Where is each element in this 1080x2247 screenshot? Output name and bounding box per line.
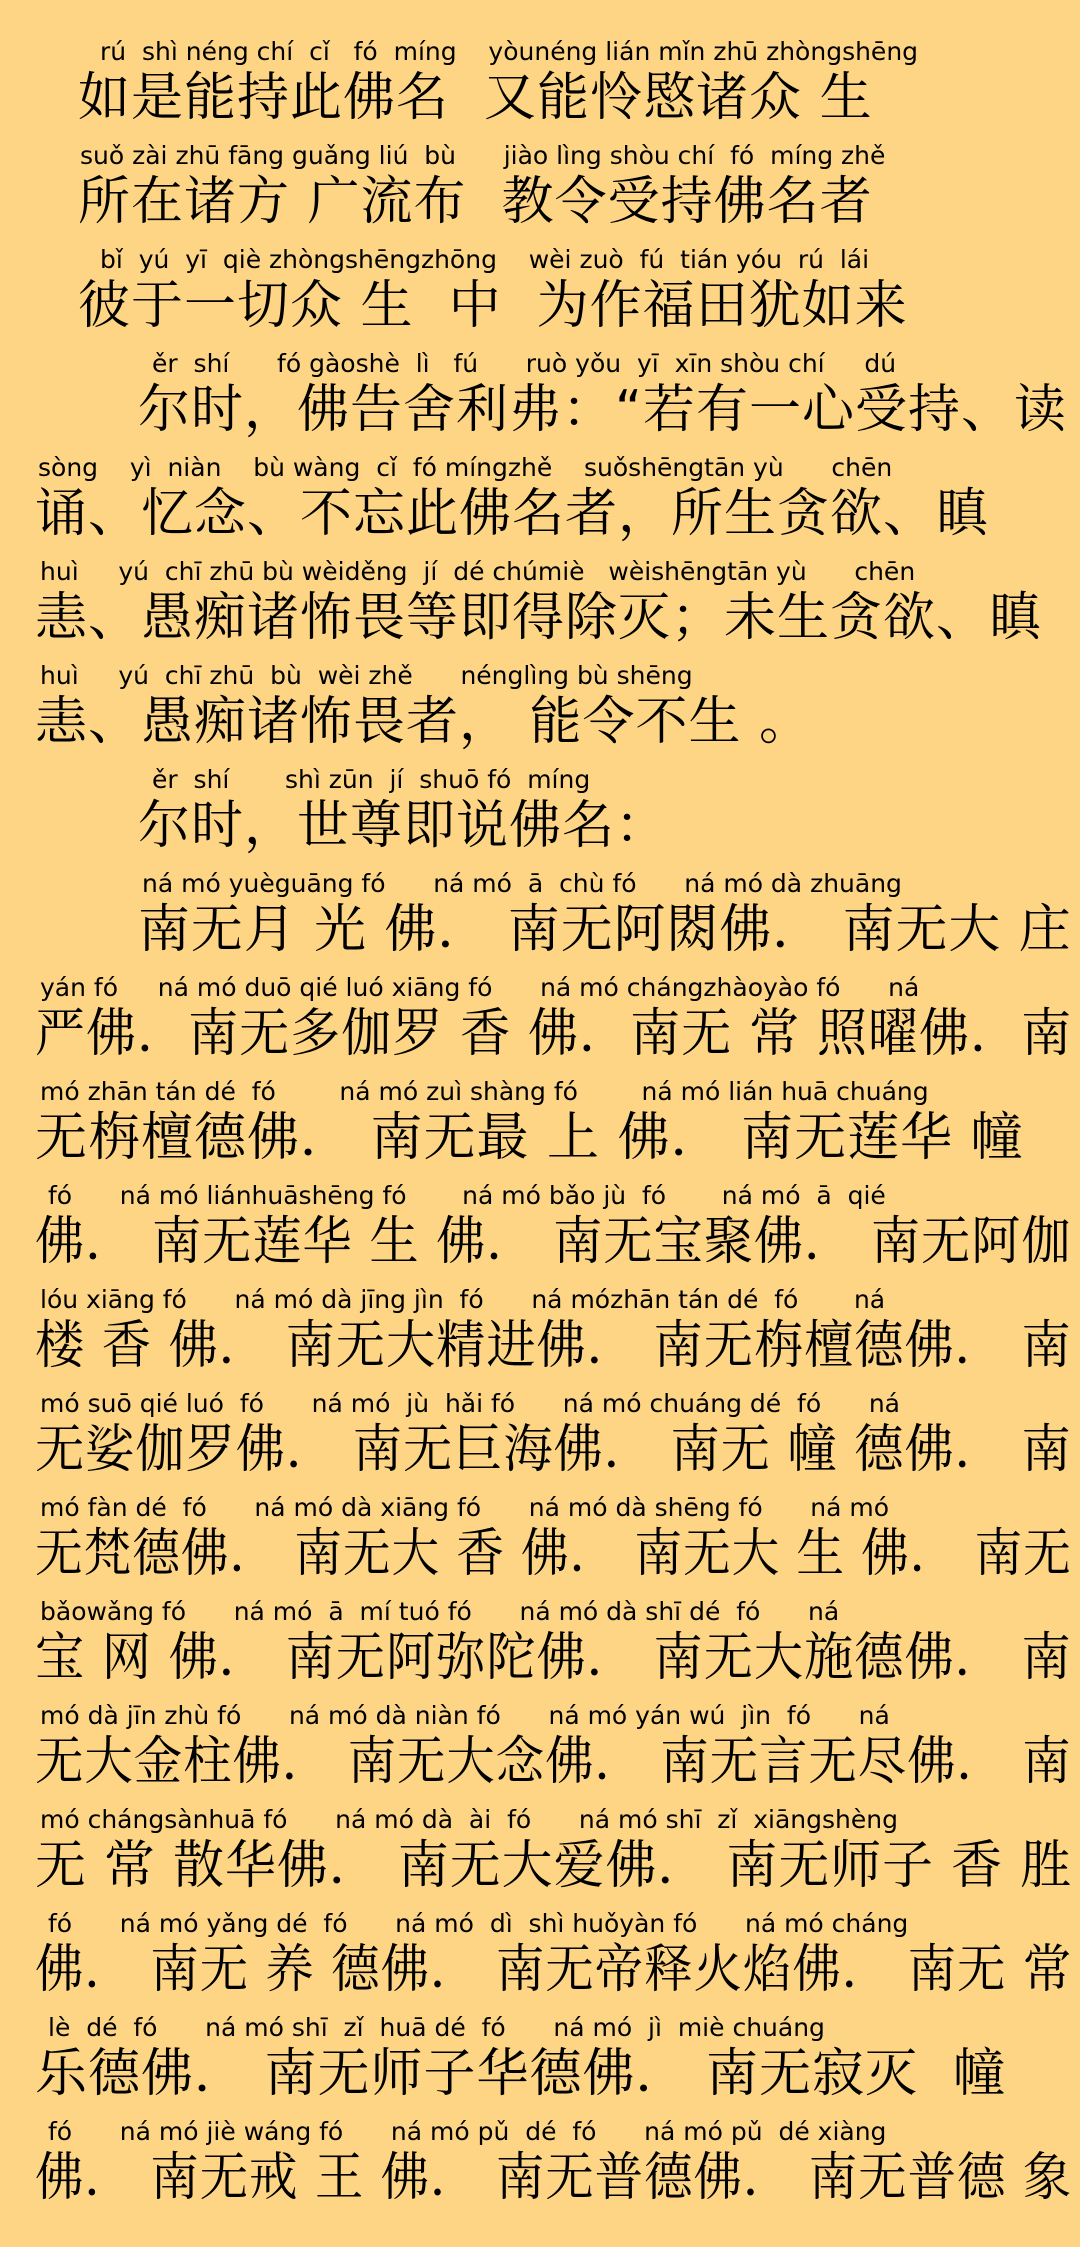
pinyin-line: bǐ yú yī qiè zhòngshēngzhōng wèi zuò fú tián yóu rú lái (100, 245, 870, 274)
text-line (0, 139, 1080, 243)
hanzi-line: 无栴檀德佛． 南无最 上 佛． 南无莲华 幢 (35, 1108, 1024, 1168)
text-line (0, 1803, 1080, 1907)
pinyin-line: ná mó yuèguāng fó ná mó ā chù fó ná mó dà zhuāng (142, 869, 902, 898)
pinyin-line: bǎowǎng fó ná mó ā mí tuó fó ná mó dà shī dé fó ná (40, 1597, 840, 1626)
hanzi-line: 南无月 光 佛． 南无阿閦佛． 南无大 庄 (138, 900, 1072, 960)
hanzi-line: 如是能持此佛名 又能怜愍诸众 生 (78, 68, 873, 128)
text-line (0, 659, 1080, 763)
hanzi-line: 佛． 南无莲华 生 佛． 南无宝聚佛． 南无阿伽 (35, 1212, 1072, 1272)
text-line (0, 763, 1080, 867)
text-line (0, 1075, 1080, 1179)
pinyin-line: lóu xiāng fó ná mó dà jīng jìn fó ná mózhān tán dé fó ná (40, 1285, 886, 1314)
text-line (0, 1595, 1080, 1699)
hanzi-line: 严佛．南无多伽罗 香 佛．南无 常 照曜佛．南 (35, 1004, 1073, 1064)
pinyin-line: mó chángsànhuā fó ná mó dà ài fó ná mó shī zǐ xiāngshèng (40, 1805, 898, 1834)
hanzi-line: 无大金柱佛． 南无大念佛． 南无言无尽佛． 南 (35, 1732, 1072, 1792)
hanzi-line: 所在诸方 广流布 教令受持佛名者 (78, 172, 873, 232)
hanzi-line: 宝 网 佛． 南无阿弥陀佛． 南无大施德佛． 南 (35, 1628, 1072, 1688)
text-line (0, 347, 1080, 451)
hanzi-line: 乐德佛． 南无师子华德佛． 南无寂灭 幢 (35, 2044, 1007, 2104)
hanzi-line: 无娑伽罗佛． 南无巨海佛． 南无 幢 德佛． 南 (35, 1420, 1072, 1480)
pinyin-line: lè dé fó ná mó shī zǐ huā dé fó ná mó jì miè chuáng (48, 2013, 825, 2042)
text-line (0, 971, 1080, 1075)
pinyin-line: fó ná mó liánhuāshēng fó ná mó bǎo jù fó ná mó ā qié (48, 1181, 886, 1210)
text-line (0, 2011, 1080, 2115)
pinyin-line: mó fàn dé fó ná mó dà xiāng fó ná mó dà shēng fó ná mó (40, 1493, 890, 1522)
hanzi-line: 尔时，世尊即说佛名： (138, 796, 669, 856)
hanzi-line: 佛． 南无戒 王 佛． 南无普德佛． 南无普德 象 (35, 2148, 1073, 2208)
text-line (0, 2115, 1080, 2219)
pinyin-line: mó zhān tán dé fó ná mó zuì shàng fó ná mó lián huā chuáng (40, 1077, 929, 1106)
text-line (0, 1387, 1080, 1491)
pinyin-line: mó suō qié luó fó ná mó jù hǎi fó ná mó chuáng dé fó ná (40, 1389, 900, 1418)
text-line (0, 243, 1080, 347)
text-line (0, 1907, 1080, 2011)
hanzi-line: 恚、愚痴诸怖畏等即得除灭；未生贪欲、瞋 (35, 588, 1043, 648)
hanzi-line: 恚、愚痴诸怖畏者， 能令不生 。 (35, 692, 813, 752)
text-line (0, 867, 1080, 971)
pinyin-line: sòng yì niàn bù wàng cǐ fó míngzhě suǒshēngtān yù chēn (38, 453, 893, 482)
text-line (0, 451, 1080, 555)
pinyin-line: rú shì néng chí cǐ fó míng yòunéng lián mǐn zhū zhòngshēng (100, 37, 919, 66)
hanzi-line: 楼 香 佛． 南无大精进佛． 南无栴檀德佛． 南 (35, 1316, 1072, 1376)
hanzi-line: 尔时，佛告舍利弗：“若有一心受持、读 (138, 380, 1067, 440)
pinyin-line: fó ná mó yǎng dé fó ná mó dì shì huǒyàn fó ná mó cháng (48, 1909, 909, 1938)
hanzi-line: 无梵德佛． 南无大 香 佛． 南无大 生 佛． 南无 (35, 1524, 1072, 1584)
pinyin-line: ěr shí shì zūn jí shuō fó míng (152, 765, 591, 794)
pinyin-line: fó ná mó jiè wáng fó ná mó pǔ dé fó ná mó pǔ dé xiàng (48, 2117, 887, 2146)
pinyin-line: ěr shí fó gàoshè lì fú ruò yǒu yī xīn shòu chí dú (152, 349, 897, 378)
hanzi-line: 佛． 南无 养 德佛． 南无帝释火焰佛． 南无 常 (35, 1940, 1073, 2000)
hanzi-line: 彼于一切众 生 中 为作福田犹如来 (78, 276, 908, 336)
pinyin-line: mó dà jīn zhù fó ná mó dà niàn fó ná mó yán wú jìn fó ná (40, 1701, 890, 1730)
text-line (0, 35, 1080, 139)
text-line (0, 1699, 1080, 1803)
text-line (0, 1179, 1080, 1283)
pinyin-line: yán fó ná mó duō qié luó xiāng fó ná mó chángzhàoyào fó ná (40, 973, 920, 1002)
hanzi-line: 无 常 散华佛． 南无大爱佛． 南无师子 香 胜 (35, 1836, 1073, 1896)
pinyin-line: huì yú chī zhū bù wèiděng jí dé chúmiè wèishēngtān yù chēn (40, 557, 916, 586)
text-line (0, 555, 1080, 659)
pinyin-line: suǒ zài zhū fāng guǎng liú bù jiào lìng shòu chí fó míng zhě (80, 141, 886, 170)
text-line (0, 1283, 1080, 1387)
pinyin-line: huì yú chī zhū bù wèi zhě nénglìng bù shēng (40, 661, 693, 690)
text-line (0, 1491, 1080, 1595)
hanzi-line: 诵、忆念、不忘此佛名者，所生贪欲、瞋 (35, 484, 990, 544)
